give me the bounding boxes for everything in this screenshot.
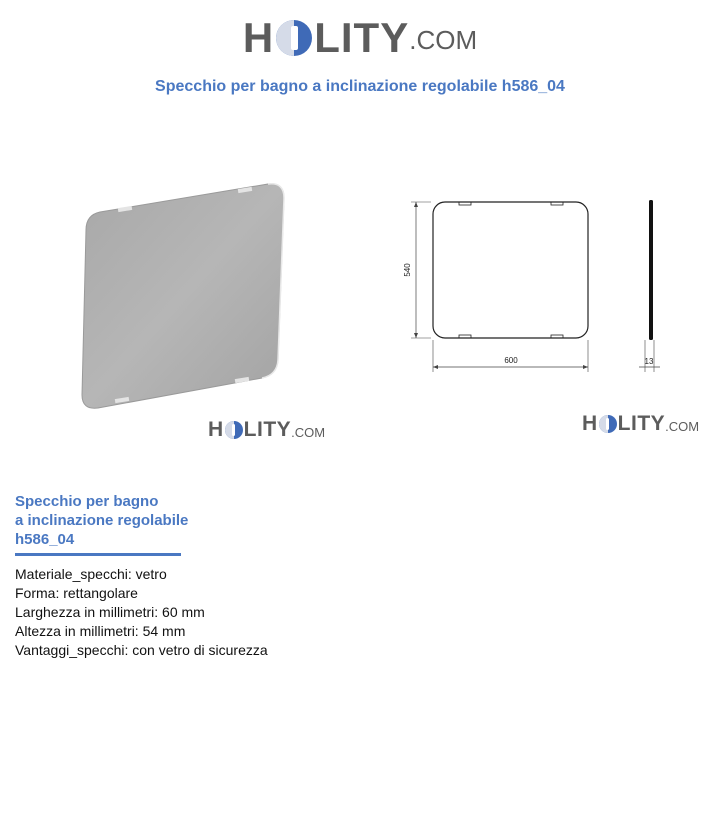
title-divider	[15, 553, 181, 556]
width-dimension-label: 600	[504, 356, 518, 365]
holity-logo-small-photo	[208, 418, 325, 442]
logo-o-icon	[225, 421, 243, 439]
spec-material: Materiale_specchi: vetro	[15, 566, 167, 582]
logo-dotcom: .COM	[665, 419, 700, 434]
product-title-line: Specchio per bagno	[15, 493, 159, 510]
spec-advantages: Vantaggi_specchi: con vetro di sicurezza	[15, 642, 268, 658]
height-dimension-label: 540	[403, 263, 412, 277]
logo-letters-lity: LITY	[243, 418, 292, 441]
holity-logo-small-drawing	[582, 412, 699, 436]
spec-shape: Forma: rettangolare	[15, 585, 138, 601]
page-title: Specchio per bagno a inclinazione regolabile h586_04	[155, 78, 565, 95]
logo-dotcom: .COM	[409, 25, 478, 55]
logo-letter-h: H	[582, 412, 598, 435]
spec-list	[15, 565, 268, 660]
product-title-line: a inclinazione regolabile	[15, 512, 189, 529]
drawing-front-view	[433, 202, 588, 338]
logo-wordmark-small	[582, 412, 699, 436]
logo-wordmark-small	[208, 418, 325, 442]
spec-height: Altezza in millimetri: 54 mm	[15, 623, 186, 639]
drawing-side-view	[649, 200, 653, 340]
depth-dimension-label: 13	[644, 357, 654, 366]
product-title-line: h586_04	[15, 531, 75, 548]
logo-wordmark	[243, 14, 477, 62]
logo-letter-h: H	[242, 14, 275, 61]
technical-drawing	[395, 190, 695, 380]
logo-letters-lity: LITY	[617, 412, 666, 435]
logo-o-icon	[599, 415, 617, 433]
logo-letters-lity: LITY	[314, 14, 410, 61]
mirror-panel	[82, 184, 284, 408]
holity-logo[interactable]	[0, 14, 720, 62]
logo-dotcom: .COM	[291, 425, 326, 440]
product-photo	[70, 170, 300, 420]
spec-width: Larghezza in millimetri: 60 mm	[15, 604, 205, 620]
product-title	[15, 492, 315, 549]
logo-o-icon	[276, 20, 312, 56]
logo-letter-h: H	[208, 418, 224, 441]
